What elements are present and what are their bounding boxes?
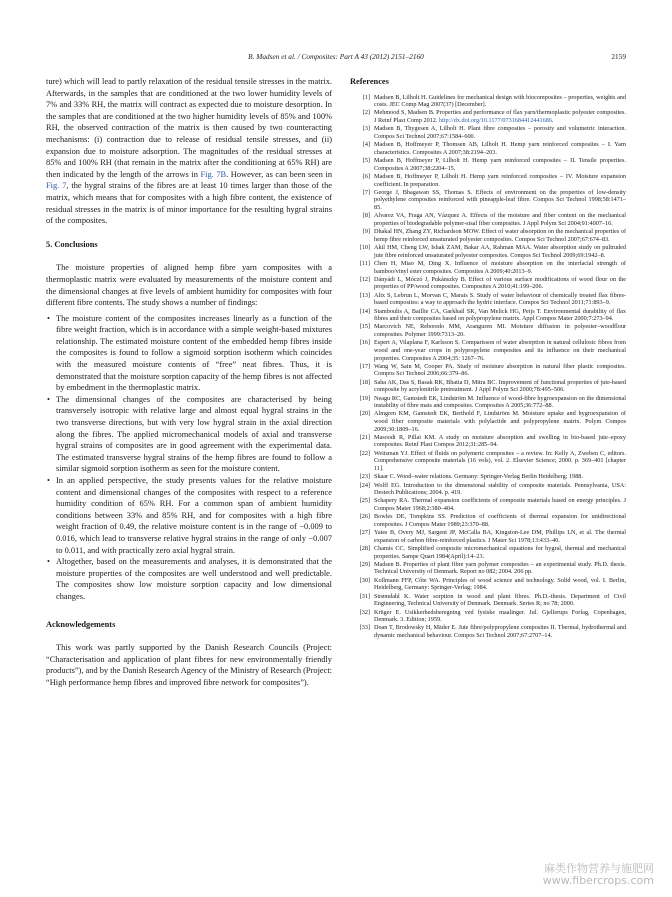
list-item: • The moisture content of the composites increases linearly as a function of the fibre weight fraction, which is in accordance with a simple weight-based mixtures relationship. The estimated moisture content of the embedded hemp fibres inside the composites is found to follow a sigmoid sorption isotherm which coincides with the measured moisture contents of “free” neat fibres. Thus, it is demonstrated that the moisture sorption capacity of the hemp fibres is not affected by embedment in the thermoplastic matrix. [46,313,332,394]
reference-number: [3] [362,125,370,133]
paragraph-residual-stress: ture) which will lead to partly relaxation of the residual tensile stresses in the matrix. Afterwards, in the samples that are conditioned at the two lower humidity levels of 7% and 33% RH, the matrix will contract as expected due to moisture desorption. In the samples that are conditioned at the two higher humidity levels of 85% and 100% RH, the observed contraction of the matrix is then caused by two counteracting mechanisms: (i) contraction due to release of residual tensile stresses, and (ii) expansion due to moisture adsorption. The magnitudes of the residual stresses at 85% and 100% RH (that remain in the matrix after the conditioning at 65% RH) are then indicated by the length of the arrows in Fig. 7B. However, as can been seen in Fig. 7, the hygral strains of the fibres are at least 10 times larger than those of the matrix, which means that for composites with a high fibre content, the existence of residual stresses in the matrix is of minor importance for the resulting hygral strains of the composites. [46,77,333,226]
reference-text: Stamboulis A, Baillie CA, Garkhail SK, Van Melick HG, Peijs T. Environmental durability of flax fibres and their composites based on polypropylene matrix. Appl Compos Mater 2000;7:273–94. [374,307,626,323]
reference-text: Strømdahl K. Water sorption in wood and plant fibres. Ph.D.-thesis. Department of Civil Engineering, Technical University of Denmark. Denmark. Series R; no 78; 2000. [374,592,626,608]
reference-number: [33] [359,624,370,632]
reference-text: Weitsman YJ. Effect of fluids on polymeric composites – a review. In: Kelly A, Zweben C, editors. Comprehensive composite materials (16 vols), vol. 2. Elsevier Science; 2000. p. 369–401 [chapter 11]. [374,449,626,472]
reference-text: Chamis CC. Simplified composite micromechanical equations for hygral, thermal and mechanical properties. Sampe Quart 1984(April):14–23. [374,545,626,560]
journal-citation: B. Madsen et al. / Composites: Part A 43 (2012) 2151–2160 [248,52,424,61]
doi-link[interactable]: http://dx.doi.org/10.1177/0731684412441686 [438,117,552,125]
reference-number: [15] [359,323,370,331]
reference-text: Alix S, Lebrun L, Morvan C, Marais S. Study of water behaviour of chemically treated flax fibres-based composites: a way to approach the hydric interface. Compos Sci Technol 2011;71:893–9. [374,291,626,307]
reference-item [350,450,626,473]
reference-text: Krüger E. Usikkerhedsberegning ved fysiske maalinger. Jul. Gjellerups Forlag, Copenhagen, Denmark. 3. Edition; 1959. [374,608,626,624]
reference-item [350,292,626,307]
references-list [350,94,626,640]
reference-item [350,609,626,624]
reference-text: Doan T, Brodowsky H, Mäder E. Jute fibre/polypropylene composites II. Thermal, hydrothermal and dynamic mechanical behaviour. Compos Sci Technol 2007;67:2707–14. [374,624,626,639]
reference-number: [13] [359,291,370,299]
reference-number: [25] [359,497,370,505]
reference-text: Kollmann FFP, Côte WA. Principles of wood science and technology. Solid wood, vol. I. Berlin, Heidelberg, Germany: Springer-Verlag; 1984. [374,576,626,592]
reference-number: [10] [359,244,370,252]
reference-item [350,529,626,544]
reference-number: [28] [359,545,370,552]
running-header [46,51,626,63]
list-item: • In an applied perspective, the study presents values for the relative moisture content and dimensional changes of the composites with respect to a reference humidity condition of 65% RH. For a common span of ambient humidity conditions between 33% and 85% RH, and for composites with a high fibre weight fraction of 0.49, the relative moisture content is in the range of −0.009 to 0.016, which lead to transverse relative hygral strains in the range of only −0.007 to 0.011, and with practically zero axial hygral strain. [46,475,332,556]
reference-item [350,125,626,140]
reference-text: Mehmood S, Madsen B. Properties and performance of flax yarn/thermoplastic polyester composites. J Reinf Plast Comp 2012. [374,109,626,125]
figure-link[interactable]: Fig. 7 [46,181,67,191]
reference-text: Akil HM, Cheng LW, Ishak ZAM, Bakar AA, Rahman MAA. Water absorption study on pultruded jute fibre reinforced unsaturated polyester composites. Compos Sci Technol 2009;69:1942–8. [374,244,626,259]
reference-number: [1] [362,93,370,101]
reference-item [350,473,626,481]
reference-text: Yates B, Overy MJ, Sargent JP, McCalla BA, Kingston-Lee DM, Phillips LN, et al. The thermal expansion of carbon fibre-reinforced plastics. J Mater Sci 1978;13:433–40. [374,529,626,544]
reference-item [350,434,626,449]
section-heading-acknowledgements: Acknowledgements [46,619,116,629]
section-heading-conclusions: 5. Conclusions [46,239,98,249]
page-number: 2159 [611,52,626,61]
reference-text: Wolff EG. Introduction to the dimensional stability of composite materials. Pennsylvania, USA: Destech Publications; 2004. p. 419. [374,481,626,497]
reference-text: Dányádi L, Móczó J, Pukánszky B. Effect of various surface modifications of wood flour on the properties of PP/wood composites. Composites A 2010;41:199–206. [374,275,626,291]
reference-text: Bowles DE, Tompkins SS. Prediction of coefficients of thermal expansion for unidirectional composites. J Compos Mater 1989;23:370–88. [374,513,626,528]
reference-item [350,244,626,259]
findings-list [46,313,332,603]
reference-number: [30] [359,576,370,584]
reference-text: Madsen B, Lilholt H. Guidelines for mechanical design with biocomposites – properties, weights and costs. JEC Comp Mag 2007(37) [December]. [374,93,626,109]
reference-item [350,339,626,362]
reference-number: [32] [359,608,370,616]
reference-number: [24] [359,481,370,489]
references-heading: References [350,77,389,86]
reference-text: Madsen B, Thygesen A, Lilholt H. Plant fibre composites – porosity and volumetric interaction. Compos Sci Technol 2007;67:1584–600. [374,125,626,140]
reference-item [350,276,626,291]
reference-item [350,260,626,275]
reference-item [350,323,626,338]
reference-text: Dhakal HN, Zhang ZY, Richardson MOW. Effect of water absorption on the mechanical properties of hemp fibre reinforced unsaturated polyester composites. Compos Sci Technol 2007;67:674–83. [374,228,626,243]
reference-number: [6] [362,172,370,180]
figure-link[interactable]: Fig. 7B [200,169,227,179]
reference-number: [23] [359,473,370,481]
reference-item [350,593,626,608]
reference-item [350,410,626,433]
reference-number: [8] [362,212,370,220]
reference-text: Masoodi R, Pillai KM. A study on moisture absorption and swelling in bio-based jute–epoxy composites. Reinf Plast Compos 2012;31:285–94. [374,433,626,449]
reference-number: [14] [359,307,370,315]
reference-item [350,109,626,124]
reference-number: [7] [362,188,370,196]
reference-item [350,624,626,639]
reference-item [350,228,626,243]
reference-text: Almgren KM, Gamstedt EK, Berthold F, Lindström M. Moisture uptake and hygroexpansion of wood fiber composite materials with polylactide and polypropylene matrix. Polym Compos 2009;30:1809–16. [374,410,626,433]
reference-number: [21] [359,433,370,441]
reference-number: [27] [359,529,370,537]
reference-text: Madsen B, Hoffmeyer P, Lilholt H. Hemp yarn reinforced composites – IV. Moisture expansion coefficient. In preparation. [374,172,626,188]
paragraph-acknowledgements: This work was partly supported by the Danish Research Councils (Project: “Characterisation and application of plant fibres for new environmentally friendly products”), and by the Danish Research Agency of the Ministry of Research (Project: “High performance hemp fibres and improved fibre network for composites”). [46,643,332,687]
reference-item [350,395,626,410]
reference-number: [5] [362,157,370,165]
watermark-text: 麻类作物营养与施肥网 [544,862,654,875]
reference-text: Alvarez VA, Fraga AN, Vázquez A. Effects of the moisture and fiber content on the mechanical properties of biodegradable polymer-sisal fiber composites. J Appl Polym Sci 2004;91:4007–16. [374,212,626,227]
reference-text: Madsen B, Hoffmeyer P, Lilholt H. Hemp yarn reinforced composites – II. Tensile properties. Composites A 2007;38:2204–15. [374,157,626,172]
reference-item [350,157,626,172]
reference-number: [18] [359,378,370,386]
reference-item [350,577,626,592]
reference-number: [12] [359,275,370,283]
reference-item [350,379,626,394]
reference-item [350,308,626,323]
left-column [46,76,332,689]
paragraph-conclusions-intro: The moisture properties of aligned hemp fibre yarn composites with a thermoplastic matrix were evaluated by measurements of the moisture content and the dimensional changes at five levels of ambient humidity for composites with four different fibre contents. The study shows a number of findings: [46,263,332,308]
reference-text: Wang W, Sain M, Cooper PA. Study of moisture absorption in natural fiber plastic composites. Compos Sci Technol 2006;66:379–86. [374,362,626,378]
reference-number: [22] [359,449,370,457]
list-item: • The dimensional changes of the composites are characterised by being transversely isotropic with relative large and almost equal hygral strains in the two transverse directions, but with very low hygral strain in the axial direction along the fibres. The applied micromechanical models of axial and transverse hygral strains of composites are in good agreement with the experimental data. The estimated transverse hygral strains of the hemp fibres are found to follow a similar sigmoid sorption isotherm as seen for the moisture content. [46,394,332,475]
reference-number: [16] [359,339,370,347]
reference-item [350,513,626,528]
reference-item [350,189,626,212]
reference-number: [2] [362,109,370,117]
list-item: • Altogether, based on the measurements and analyses, it is demonstrated that the moisture properties of the composites are well understood and well predictable. The composites show low moisture sorption capacity and low dimensional changes. [46,556,332,602]
reference-text: Espert A, Vilaplana F, Karlsson S. Comparisson of water absorption in natural cellulosic fibres from wood and one-year crops in polypropylene composites and its influence on their mechanical properties. Composites A 2004;35: 1267–76. [374,339,626,362]
reference-number: [11] [359,259,370,267]
reference-item [350,141,626,156]
reference-number: [29] [359,560,370,568]
reference-text: Schapery RA. Thermal expansion coefficients of composite materials based on energy principles. J Compos Mater 1968;2:380–404. [374,497,626,512]
reference-text: Marcovich NE, Reboredo MM, Aranguren MI. Moisture diffusion in polyester–woodflour composites. Polymer 1999:7313–20. [374,323,626,339]
reference-item [350,212,626,227]
watermark-url: www.fibercrops.com [542,874,654,887]
reference-item [350,497,626,512]
reference-item [350,94,626,109]
watermark [543,863,654,887]
reference-number: [19] [359,394,370,402]
reference-item [350,482,626,497]
reference-item [350,545,626,560]
reference-text: Madsen B. Properties of plant fibre yarn polymer composites – an experimental study. Ph.D. thesis. Technical University of Denmark. Report no 082; 2004. 206 pp. [374,560,626,576]
reference-text: Neagu RC, Gamstedt EK, Lindström M. Influence of wood-fibre hygroexpansion on the dimensional instability of fibre mats and composites. Composites A 2005;36:772–88. [374,394,626,410]
reference-number: [4] [362,141,370,149]
reference-text: Madsen B, Hoffmeyer P, Thomsen AB, Lilholt H. Hemp yarn reinforced composites – I. Yarn characteristics. Composites A 2007;38:2194–203. [374,141,626,156]
reference-number: [9] [362,228,370,236]
reference-number: [20] [359,410,370,418]
reference-number: [26] [359,513,370,521]
reference-text: Skaar C. Wood–water relations. Germany: Springer-Verlag Berlin Heidelberg; 1988. [374,473,583,481]
reference-item [350,561,626,576]
reference-number: [17] [359,362,370,370]
reference-text: George J, Bhagawan SS, Thomas S. Effects of environment on the properties of low-density polyethylene composites reinforced with pineapple-leaf fibre. Compos Sci Technol 1998;58:1471–85. [374,188,626,212]
reference-text: Saha AK, Das S, Basak RK, Bhatta D, Mitra BC. Improvement of functional properties of jute-based composite by acrylonitrile pretreatment. J Appl Polym Sci 2000;78:495–506. [374,378,626,394]
reference-item [350,363,626,378]
reference-text: Chen H, Miao M, Ding X. Influence of moisture absorption on the interfacial strength of bamboo/vinyl ester composites. Composites A 2009;40:2013–9. [374,259,626,275]
reference-number: [31] [359,592,370,600]
right-column [350,76,626,640]
reference-item [350,173,626,188]
reference-text-end: . [551,117,554,125]
